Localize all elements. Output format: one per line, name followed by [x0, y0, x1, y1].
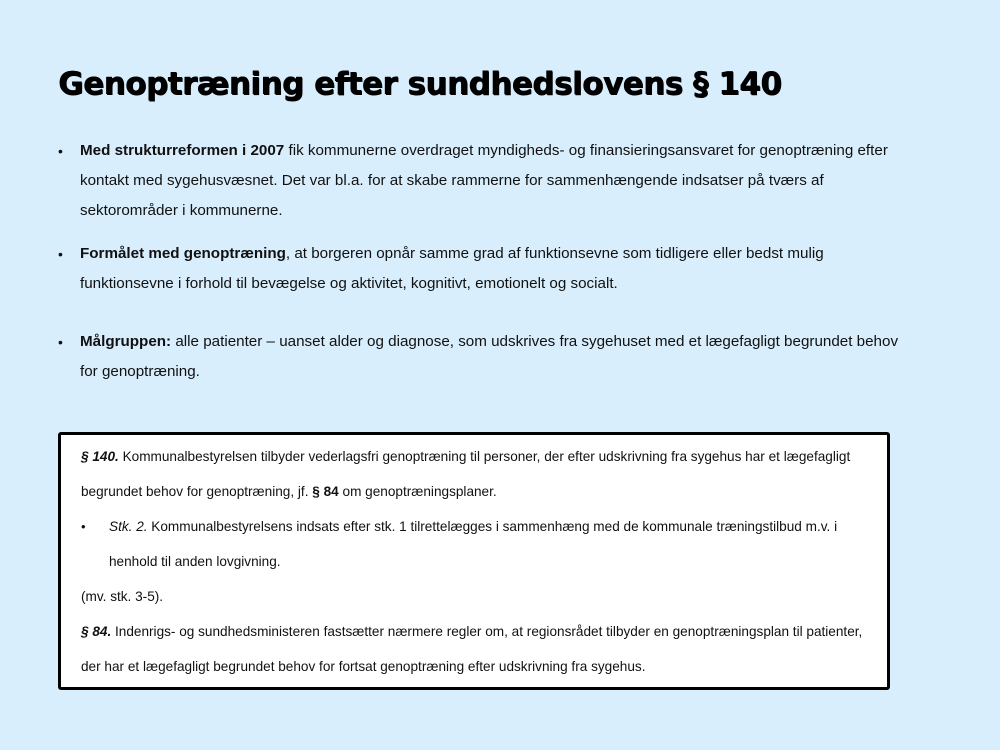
section-ref: § 140.	[81, 449, 119, 464]
page-title: Genoptræning efter sundhedslovens § 140	[58, 66, 782, 102]
stk2-bullet: •	[81, 519, 86, 534]
paragraph-note: (mv. stk. 3-5).	[81, 589, 164, 604]
stk-ref: Stk. 2.	[109, 519, 148, 534]
paragraph-140	[81, 439, 879, 509]
paragraph-tail: om genoptræningsplaner.	[338, 484, 497, 499]
bullet-text: , at borgeren opnår samme grad af funktionsevne som tidligere eller bedst mulig funktionsevne i forhold til bevægelse og aktivitet, kognitivt, emotionelt og socialt.	[80, 245, 824, 292]
bullet-purpose	[58, 239, 908, 299]
section-84-ref: § 84	[312, 484, 339, 499]
bullet-text: fik kommunerne overdraget myndigheds- og finansieringsansvaret for genoptræning efter kontakt med sygehusvæsnet. Det var bl.a. for at skabe rammerne for sammenhængende indsatser på tværs af sektorområder i kommunerne.	[80, 142, 888, 219]
paragraph-84	[81, 614, 879, 684]
bullet-lead: Formålet med genoptræning	[80, 245, 286, 262]
paragraph-stk2	[109, 509, 879, 579]
section-ref: § 84.	[81, 624, 112, 639]
bullet-text: alle patienter – uanset alder og diagnose, som udskrives fra sygehuset med et lægefagligt begrundet behov for genoptræning.	[80, 333, 899, 380]
bullet-lead: Målgruppen:	[80, 333, 172, 350]
bullet-list	[58, 136, 908, 387]
paragraph-text: Kommunalbestyrelsens indsats efter stk. 1 tilrettelægges i sammenhæng med de kommunale træningstilbud m.v. i henhold til anden lovgivning.	[109, 519, 838, 569]
paragraph-text: Kommunalbestyrelsen tilbyder vederlagsfri genoptræning til personer, der efter udskrivning fra sygehus har et lægefagligt begrundet behov for genoptræning, jf.	[81, 449, 851, 499]
bullet-lead: Med strukturreformen i 2007	[80, 142, 285, 159]
bullet-structural-reform	[58, 136, 908, 226]
law-text-box	[58, 432, 890, 690]
paragraph-text: Indenrigs- og sundhedsministeren fastsætter nærmere regler om, at regionsrådet tilbyder en genoptræningsplan til patienter, der har et lægefagligt begrundet behov for fortsat genoptræning efter udskrivning fra sygehus.	[81, 624, 863, 674]
bullet-target-group	[58, 327, 908, 387]
